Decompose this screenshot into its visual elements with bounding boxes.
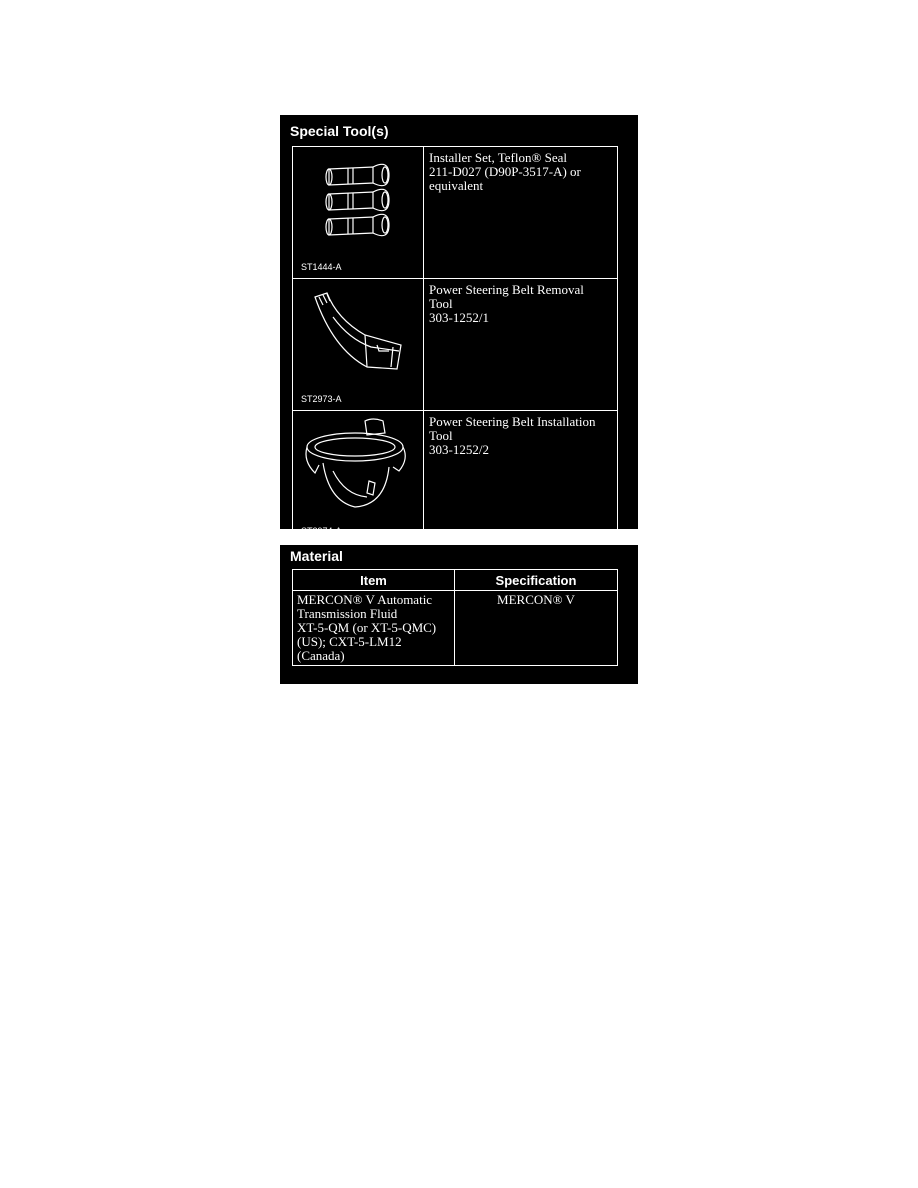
material-item: MERCON® V Automatic Transmission Fluid XT-5-QM (or XT-5-QMC) (US); CXT-5-LM12 (Canada) (293, 591, 455, 666)
tool-image-cell (293, 411, 424, 543)
tool-row (293, 279, 618, 411)
material-header-row (293, 570, 618, 591)
material-panel (280, 545, 638, 684)
material-title: Material (290, 548, 343, 564)
figure-label: ST2974-A (301, 526, 342, 536)
figure-label: ST2973-A (301, 394, 342, 404)
tool-description: Power Steering Belt Installation Tool 303-1252/2 (424, 411, 618, 543)
material-table (292, 569, 618, 666)
special-tools-panel (280, 115, 638, 536)
specification-column-header: Specification (455, 570, 618, 591)
material-row (293, 591, 618, 666)
belt-removal-tool-icon (293, 279, 423, 402)
seal-installer-set-icon (293, 147, 423, 270)
special-tools-title: Special Tool(s) (290, 123, 389, 139)
tool-row (293, 411, 618, 543)
material-specification: MERCON® V (455, 591, 618, 666)
tool-image-cell (293, 279, 424, 411)
tool-description: Installer Set, Teflon® Seal 211-D027 (D90P-3517-A) or equivalent (424, 147, 618, 279)
tool-description: Power Steering Belt Removal Tool 303-1252/1 (424, 279, 618, 411)
special-tools-table (292, 146, 618, 543)
item-column-header: Item (293, 570, 455, 591)
tool-image-cell (293, 147, 424, 279)
tool-row (293, 147, 618, 279)
figure-label: ST1444-A (301, 262, 342, 272)
belt-installation-tool-icon (293, 411, 423, 534)
